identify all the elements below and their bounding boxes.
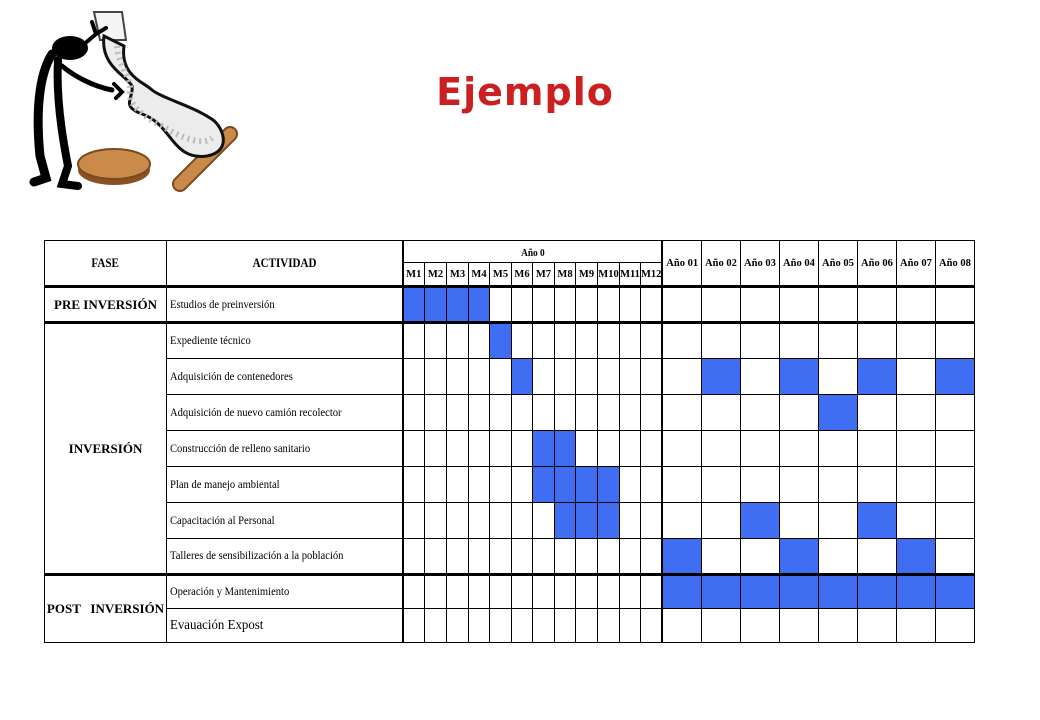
year-bar-cell [740, 503, 779, 539]
year-bar-cell [662, 539, 701, 575]
month-cell [533, 395, 555, 431]
month-bar-cell [555, 467, 576, 503]
activity-label: Expediente técnico [170, 335, 251, 347]
month-cell [425, 467, 447, 503]
month-cell [447, 323, 469, 359]
year-bar-cell [935, 575, 974, 609]
activity-cell [167, 609, 403, 643]
month-cell [641, 395, 663, 431]
year-cell [662, 609, 701, 643]
year-cell [818, 287, 857, 323]
month-bar-cell [555, 503, 576, 539]
month-cell [576, 323, 598, 359]
year-cell [662, 287, 701, 323]
year-bar-cell [818, 395, 857, 431]
year-cell [779, 503, 818, 539]
year-cell [701, 287, 740, 323]
year-cell [779, 467, 818, 503]
year-cell [740, 287, 779, 323]
month-cell [620, 539, 641, 575]
year-cell [818, 431, 857, 467]
activity-cell [167, 575, 403, 609]
month-cell [447, 359, 469, 395]
month-cell [576, 575, 598, 609]
year-cell [740, 431, 779, 467]
month-cell [533, 539, 555, 575]
anio-0-header [403, 241, 663, 263]
month-cell [555, 609, 576, 643]
hourglass-icon [104, 36, 224, 156]
month-cell [403, 395, 425, 431]
year-cell [935, 503, 974, 539]
month-cell [533, 503, 555, 539]
table-row [45, 323, 975, 359]
year-header: Año 02 [701, 241, 740, 287]
month-cell [490, 539, 512, 575]
month-header: M12 [641, 263, 663, 287]
month-cell [620, 575, 641, 609]
month-cell [425, 609, 447, 643]
month-cell [641, 609, 663, 643]
month-bar-cell [598, 467, 620, 503]
activity-label: Plan de manejo ambiental [170, 478, 280, 491]
month-cell [469, 539, 490, 575]
year-cell [818, 467, 857, 503]
month-cell [576, 609, 598, 643]
month-cell [555, 287, 576, 323]
month-cell [490, 395, 512, 431]
month-cell [469, 395, 490, 431]
month-cell [598, 287, 620, 323]
month-cell [425, 503, 447, 539]
month-bar-cell [533, 467, 555, 503]
gantt-schedule-table [44, 240, 975, 643]
table-row [45, 503, 975, 539]
year-cell [857, 431, 896, 467]
month-cell [447, 539, 469, 575]
activity-label: Construcción de relleno sanitario [170, 442, 311, 455]
year-bar-cell [896, 575, 935, 609]
year-bar-cell [779, 539, 818, 575]
year-cell [701, 609, 740, 643]
year-cell [935, 431, 974, 467]
month-cell [620, 467, 641, 503]
year-cell [857, 539, 896, 575]
year-bar-cell [701, 575, 740, 609]
month-cell [512, 575, 533, 609]
year-cell [662, 359, 701, 395]
month-cell [533, 609, 555, 643]
month-cell [598, 575, 620, 609]
month-header: M6 [512, 263, 533, 287]
month-cell [403, 323, 425, 359]
month-bar-cell [576, 503, 598, 539]
month-cell [641, 431, 663, 467]
year-cell [935, 287, 974, 323]
month-cell [425, 431, 447, 467]
month-cell [447, 609, 469, 643]
actividad-header-label: ACTIVIDAD [252, 255, 317, 270]
month-cell [620, 503, 641, 539]
month-cell [490, 431, 512, 467]
month-header: M3 [447, 263, 469, 287]
month-cell [533, 359, 555, 395]
year-cell [740, 467, 779, 503]
month-cell [490, 359, 512, 395]
month-cell [555, 395, 576, 431]
month-cell [512, 395, 533, 431]
year-cell [935, 467, 974, 503]
table-row [45, 431, 975, 467]
fase-header [45, 241, 167, 287]
month-cell [403, 431, 425, 467]
year-cell [740, 359, 779, 395]
year-cell [896, 323, 935, 359]
month-cell [512, 503, 533, 539]
month-cell [620, 431, 641, 467]
year-cell [701, 431, 740, 467]
year-cell [701, 503, 740, 539]
month-bar-cell [469, 287, 490, 323]
year-cell [701, 395, 740, 431]
year-header: Año 04 [779, 241, 818, 287]
year-bar-cell [662, 575, 701, 609]
year-header: Año 03 [740, 241, 779, 287]
month-header: M10 [598, 263, 620, 287]
table-row [45, 575, 975, 609]
activity-label: Operación y Mantenimiento [170, 586, 290, 598]
year-cell [818, 539, 857, 575]
month-cell [425, 575, 447, 609]
month-cell [555, 575, 576, 609]
year-cell [896, 503, 935, 539]
month-cell [641, 467, 663, 503]
actividad-header [167, 241, 403, 287]
year-cell [896, 359, 935, 395]
year-bar-cell [779, 575, 818, 609]
year-cell [662, 323, 701, 359]
table-row [45, 609, 975, 643]
month-cell [403, 539, 425, 575]
table-row [45, 287, 975, 323]
month-cell [641, 287, 663, 323]
year-cell [896, 395, 935, 431]
year-header: Año 05 [818, 241, 857, 287]
activity-label: Talleres de sensibilización a la población [170, 550, 344, 562]
month-cell [425, 539, 447, 575]
month-cell [576, 395, 598, 431]
phase-cell: INVERSIÓN [45, 323, 167, 575]
activity-cell [167, 467, 403, 503]
year-cell [740, 323, 779, 359]
month-cell [598, 539, 620, 575]
month-bar-cell [533, 431, 555, 467]
year-bar-cell [740, 575, 779, 609]
activity-label: Capacitación al Personal [170, 514, 275, 527]
year-bar-cell [857, 575, 896, 609]
year-bar-cell [857, 359, 896, 395]
month-cell [641, 359, 663, 395]
year-cell [662, 431, 701, 467]
month-bar-cell [576, 467, 598, 503]
year-cell [662, 467, 701, 503]
month-cell [469, 431, 490, 467]
year-cell [662, 395, 701, 431]
month-bar-cell [490, 323, 512, 359]
month-cell [533, 287, 555, 323]
month-cell [576, 431, 598, 467]
activity-cell [167, 287, 403, 323]
anio-0-label: Año 0 [520, 246, 545, 259]
table-row [45, 395, 975, 431]
year-bar-cell [779, 359, 818, 395]
activity-cell [167, 395, 403, 431]
month-cell [598, 431, 620, 467]
month-header: M5 [490, 263, 512, 287]
year-cell [896, 609, 935, 643]
year-cell [818, 609, 857, 643]
month-header: M4 [469, 263, 490, 287]
year-cell [701, 467, 740, 503]
month-cell [447, 467, 469, 503]
activity-label: Adquisición de nuevo camión recolector [170, 406, 342, 419]
year-cell [857, 467, 896, 503]
month-bar-cell [403, 287, 425, 323]
month-header: M2 [425, 263, 447, 287]
month-cell [469, 575, 490, 609]
month-cell [490, 575, 512, 609]
fase-header-label: FASE [91, 255, 120, 270]
year-cell [935, 539, 974, 575]
year-cell [779, 431, 818, 467]
year-cell [857, 287, 896, 323]
year-cell [818, 323, 857, 359]
month-cell [403, 609, 425, 643]
year-header: Año 01 [662, 241, 701, 287]
dough-disc-icon [78, 149, 150, 185]
hourglass-character-illustration [22, 6, 254, 196]
month-cell [403, 359, 425, 395]
year-cell [896, 287, 935, 323]
year-cell [896, 431, 935, 467]
month-cell [598, 609, 620, 643]
year-header: Año 08 [935, 241, 974, 287]
year-bar-cell [896, 539, 935, 575]
month-cell [641, 539, 663, 575]
year-header: Año 07 [896, 241, 935, 287]
activity-label: Evauación Expost [170, 617, 264, 633]
year-cell [857, 609, 896, 643]
month-cell [447, 503, 469, 539]
activity-cell [167, 431, 403, 467]
year-cell [662, 503, 701, 539]
month-cell [425, 323, 447, 359]
month-header: M8 [555, 263, 576, 287]
month-cell [620, 323, 641, 359]
month-cell [425, 359, 447, 395]
month-cell [576, 287, 598, 323]
month-bar-cell [598, 503, 620, 539]
year-cell [935, 609, 974, 643]
year-cell [779, 609, 818, 643]
year-bar-cell [701, 359, 740, 395]
month-cell [533, 323, 555, 359]
month-cell [533, 575, 555, 609]
month-cell [447, 575, 469, 609]
month-cell [620, 359, 641, 395]
year-cell [779, 323, 818, 359]
year-cell [935, 323, 974, 359]
month-cell [403, 503, 425, 539]
activity-cell [167, 359, 403, 395]
month-cell [512, 539, 533, 575]
activity-label: Estudios de preinversión [170, 298, 275, 311]
month-cell [512, 287, 533, 323]
table-row [45, 359, 975, 395]
month-cell [620, 395, 641, 431]
month-cell [403, 575, 425, 609]
year-cell [896, 467, 935, 503]
month-cell [469, 467, 490, 503]
month-cell [490, 467, 512, 503]
month-cell [469, 359, 490, 395]
month-cell [403, 467, 425, 503]
month-cell [555, 359, 576, 395]
month-bar-cell [425, 287, 447, 323]
month-cell [447, 395, 469, 431]
month-bar-cell [512, 359, 533, 395]
table-row [45, 467, 975, 503]
year-header: Año 06 [857, 241, 896, 287]
month-cell [555, 539, 576, 575]
year-cell [818, 503, 857, 539]
year-cell [740, 539, 779, 575]
year-cell [779, 395, 818, 431]
month-cell [598, 395, 620, 431]
year-bar-cell [935, 359, 974, 395]
year-bar-cell [818, 575, 857, 609]
slide-title: Ejemplo [436, 70, 614, 114]
month-cell [598, 323, 620, 359]
year-cell [818, 359, 857, 395]
month-cell [620, 609, 641, 643]
table-row [45, 539, 975, 575]
month-cell [447, 431, 469, 467]
month-cell [490, 503, 512, 539]
month-cell [469, 323, 490, 359]
activity-label: Adquisición de contenedores [170, 370, 293, 383]
month-cell [425, 395, 447, 431]
activity-cell [167, 503, 403, 539]
month-bar-cell [555, 431, 576, 467]
month-cell [641, 575, 663, 609]
month-header: M7 [533, 263, 555, 287]
year-cell [779, 287, 818, 323]
month-cell [512, 323, 533, 359]
month-cell [620, 287, 641, 323]
month-cell [598, 359, 620, 395]
month-cell [641, 503, 663, 539]
phase-cell: POST INVERSIÓN [45, 575, 167, 643]
month-cell [512, 431, 533, 467]
activity-cell [167, 539, 403, 575]
phase-cell: PRE INVERSIÓN [45, 287, 167, 323]
cup-icon [94, 12, 126, 40]
year-cell [857, 395, 896, 431]
month-cell [490, 609, 512, 643]
year-cell [701, 323, 740, 359]
year-cell [935, 395, 974, 431]
month-cell [555, 323, 576, 359]
month-cell [469, 609, 490, 643]
month-cell [576, 539, 598, 575]
month-cell [512, 467, 533, 503]
year-cell [740, 609, 779, 643]
year-cell [701, 539, 740, 575]
month-header: M9 [576, 263, 598, 287]
month-cell [469, 503, 490, 539]
month-header: M1 [403, 263, 425, 287]
month-cell [576, 359, 598, 395]
month-cell [512, 609, 533, 643]
year-bar-cell [857, 503, 896, 539]
month-cell [641, 323, 663, 359]
year-cell [740, 395, 779, 431]
month-bar-cell [447, 287, 469, 323]
month-cell [490, 287, 512, 323]
year-cell [857, 323, 896, 359]
activity-cell [167, 323, 403, 359]
month-header: M11 [620, 263, 641, 287]
